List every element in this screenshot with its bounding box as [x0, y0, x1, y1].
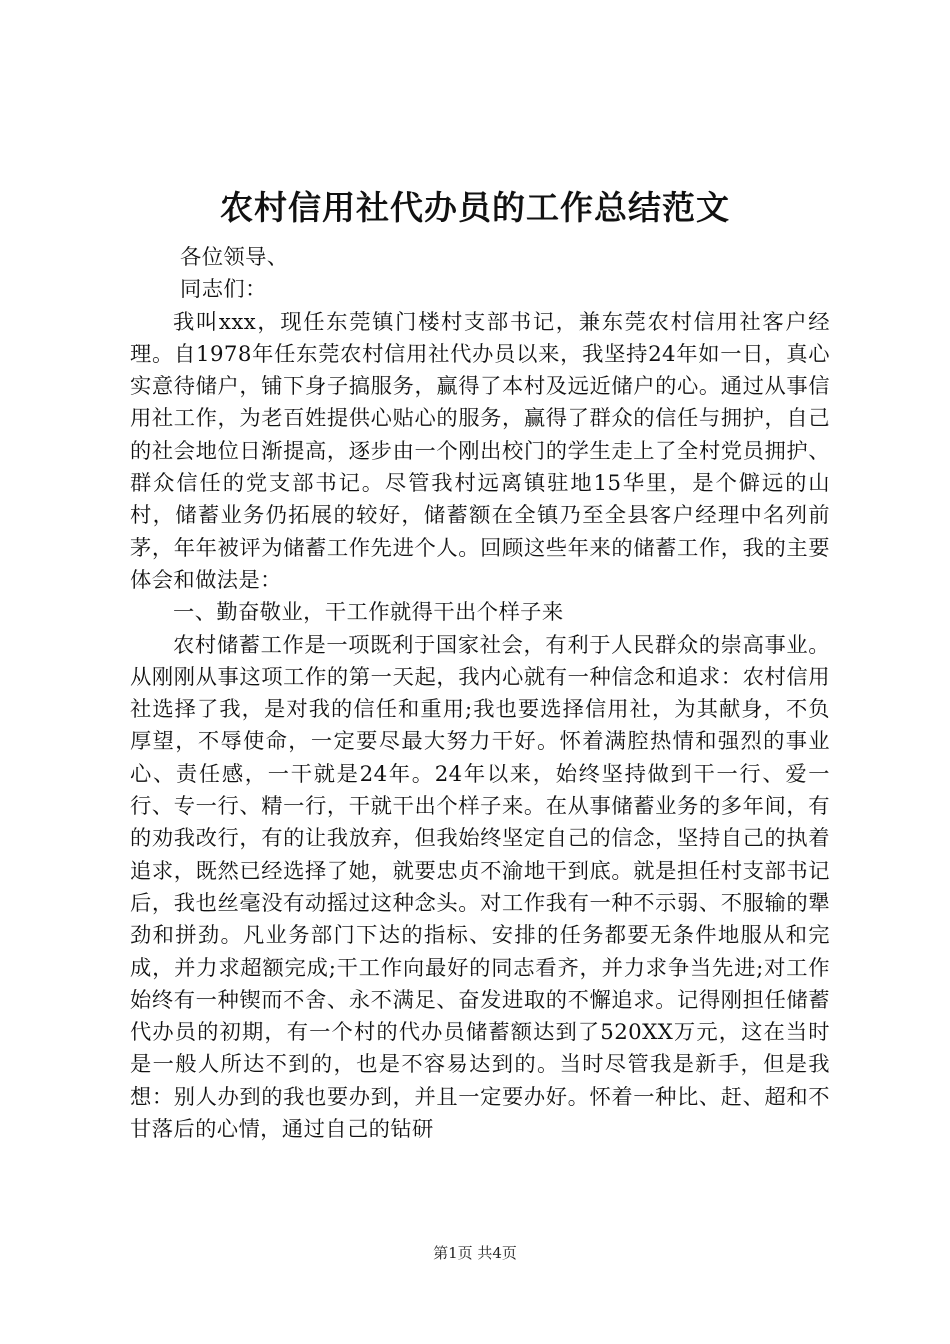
document-body: [130, 242, 830, 1146]
section-heading-1: 一、勤奋敬业，干工作就得干出个样子来: [173, 600, 564, 626]
paragraph-section-1: 农村储蓄工作是一项既利于国家社会，有利于人民群众的崇高事业。从刚刚从事这项工作的第一天起，我内心就有一种信念和追求：农村信用社选择了我，是对我的信任和重用;我也要选择信用社，为其献身，不负厚望，不辱使命，一定要尽最大努力干好。怀着满腔热情和强烈的事业心、责任感，一干就是24年。24年以来，始终坚持做到干一行、爱一行、专一行、精一行，干就干出个样子来。在从事储蓄业务的多年间，有的劝我改行，有的让我放弃，但我始终坚定自己的信念，坚持自己的执着追求，既然已经选择了她，就要忠贞不渝地干到底。就是担任村支部书记后，我也丝毫没有动摇过这种念头。对工作我有一种不示弱、不服输的犟劲和拼劲。凡业务部门下达的指标、安排的任务都要无条件地服从和完成，并力求超额完成;干工作向最好的同志看齐，并力求争当先进;对工作始终有一种锲而不舍、永不满足、奋发进取的不懈追求。记得刚担任储蓄代办员的初期，有一个村的代办员储蓄额达到了520XX万元，这在当时是一般人所达不到的，也是不容易达到的。当时尽管我是新手，但是我想：别人办到的我也要办到，并且一定要办好。怀着一种比、赶、超和不甘落后的心情，通过自己的钻研: [130, 632, 830, 1143]
greeting-line-2: 同志们：: [180, 277, 267, 303]
paragraph-intro: 我叫xxx，现任东莞镇门楼村支部书记，兼东莞农村信用社客户经理。自1978年任东莞农村信用社代办员以来，我坚持24年如一日，真心实意待储户，铺下身子搞服务，赢得了本村及远近储户的心。通过从事信用社工作，为老百姓提供心贴心的服务，赢得了群众的信任与拥护，自己的社会地位日渐提高，逐步由一个刚出校门的学生走上了全村党员拥护、群众信任的党支部书记。尽管我村远离镇驻地15华里，是个僻远的山村，储蓄业务仍拓展的较好，储蓄额在全镇乃至全县客户经理中名列前茅，年年被评为储蓄工作先进个人。回顾这些年来的储蓄工作，我的主要体会和做法是：: [130, 309, 830, 593]
greeting-line-1: 各位领导、: [180, 245, 289, 270]
document-title: 农村信用社代办员的工作总结范文: [220, 188, 730, 227]
page-footer: 第1页 共4页: [433, 1244, 517, 1262]
